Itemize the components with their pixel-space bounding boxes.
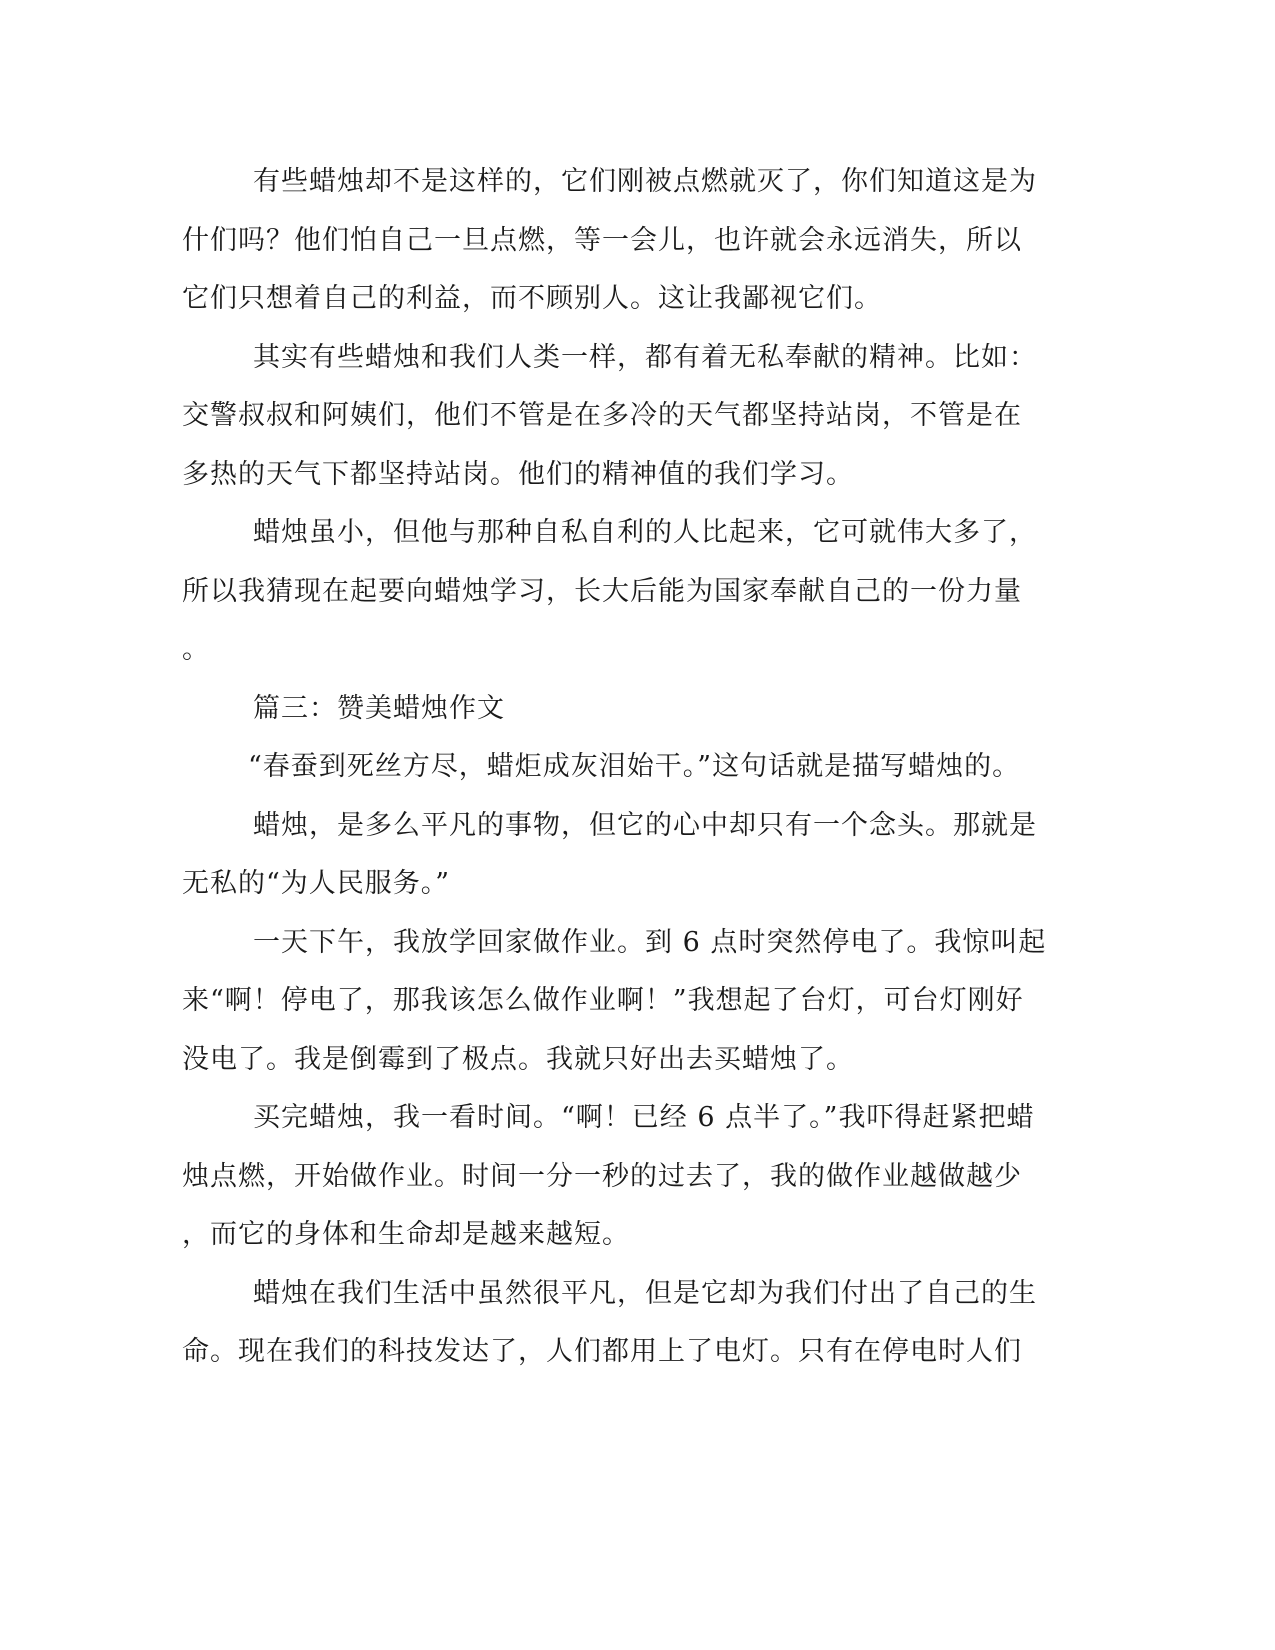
text-line: 一天下午，我放学回家做作业。到 6 点时突然停电了。我惊叫起 xyxy=(253,927,1047,958)
text-line: 什们吗？他们怕自己一旦点燃，等一会儿，也许就会永远消失，所以 xyxy=(182,225,1022,256)
text-line: 命。现在我们的科技发达了，人们都用上了电灯。只有在停电时人们 xyxy=(182,1336,1022,1367)
text-line: 蜡烛虽小，但他与那种自私自利的人比起来，它可就伟大多了， xyxy=(253,517,1037,548)
text-line: 没电了。我是倒霉到了极点。我就只好出去买蜡烛了。 xyxy=(182,1044,854,1075)
section-heading: 篇三：赞美蜡烛作文 xyxy=(253,693,505,724)
text-line: 其实有些蜡烛和我们人类一样，都有着无私奉献的精神。比如： xyxy=(253,342,1037,373)
text-line: 烛点燃，开始做作业。时间一分一秒的过去了，我的做作业越做越少 xyxy=(182,1161,1022,1192)
text-line: 蜡烛，是多么平凡的事物，但它的心中却只有一个念头。那就是 xyxy=(253,810,1037,841)
text-line: 交警叔叔和阿姨们，他们不管是在多冷的天气都坚持站岗，不管是在 xyxy=(182,400,1022,431)
text-line: ，而它的身体和生命却是越来越短。 xyxy=(182,1219,630,1250)
text-line: 。 xyxy=(182,634,210,665)
text-line: 它们只想着自己的利益，而不顾别人。这让我鄙视它们。 xyxy=(182,283,882,314)
text-line: 多热的天气下都坚持站岗。他们的精神值的我们学习。 xyxy=(182,459,854,490)
text-line: 有些蜡烛却不是这样的，它们刚被点燃就灭了，你们知道这是为 xyxy=(253,166,1037,197)
text-line: 所以我猜现在起要向蜡烛学习，长大后能为国家奉献自己的一份力量 xyxy=(182,576,1022,607)
text-line: 蜡烛在我们生活中虽然很平凡，但是它却为我们付出了自己的生 xyxy=(253,1278,1037,1309)
text-line: 无私的“为人民服务。” xyxy=(182,868,451,899)
text-line: 来“啊！停电了，那我该怎么做作业啊！”我想起了台灯，可台灯刚好 xyxy=(182,985,1024,1016)
text-line: “春蚕到死丝方尽，蜡炬成灰泪始干。”这句话就是描写蜡烛的。 xyxy=(248,751,1021,782)
text-line: 买完蜡烛，我一看时间。“啊！已经 6 点半了。”我吓得赶紧把蜡 xyxy=(253,1102,1035,1133)
